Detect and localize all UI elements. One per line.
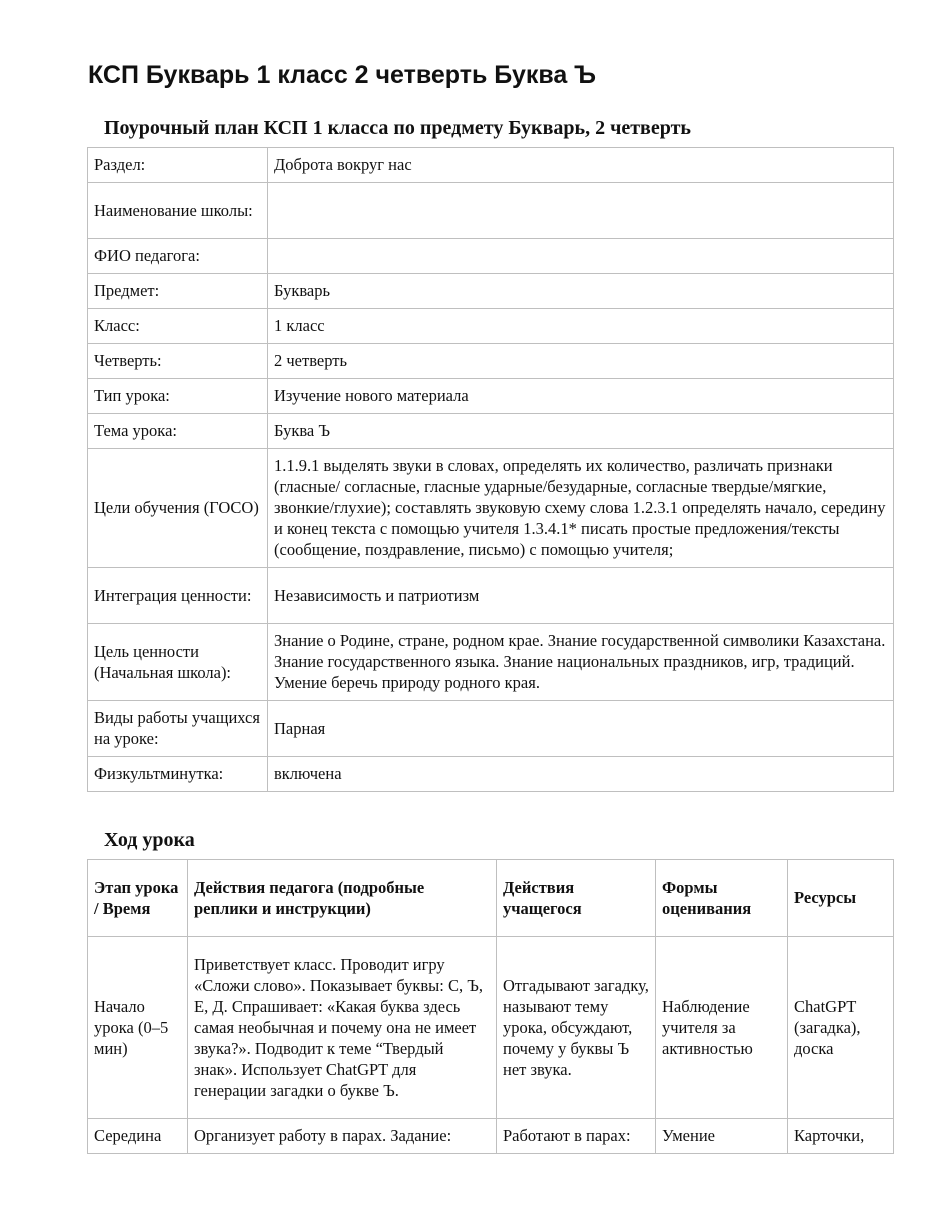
row-label: Виды работы учащихся на уроке: xyxy=(88,701,268,757)
stage-cell: Начало урока (0–5 мин) xyxy=(88,937,188,1119)
row-label: Тема урока: xyxy=(88,414,268,449)
row-value xyxy=(268,239,894,274)
lesson-progress-heading: Ход урока xyxy=(104,829,195,851)
lesson-plan-heading: Поурочный план КСП 1 класса по предмету Букварь, 2 четверть xyxy=(104,117,691,139)
row-value: Парная xyxy=(268,701,894,757)
table-row xyxy=(88,274,894,309)
table-row xyxy=(88,701,894,757)
row-label: Цели обучения (ГОСО) xyxy=(88,449,268,568)
table-header-row xyxy=(88,860,894,937)
document-title: КСП Букварь 1 класс 2 четверть Буква Ъ xyxy=(88,61,596,89)
row-value: Изучение нового материала xyxy=(268,379,894,414)
student-actions-cell: Работают в парах: xyxy=(497,1119,656,1154)
row-value: Буква Ъ xyxy=(268,414,894,449)
table-row xyxy=(88,937,894,1119)
table-row xyxy=(88,449,894,568)
row-value xyxy=(268,183,894,239)
table-row xyxy=(88,757,894,792)
row-label: Физкультминутка: xyxy=(88,757,268,792)
row-value: 2 четверть xyxy=(268,344,894,379)
row-label: Наименование школы: xyxy=(88,183,268,239)
table-row xyxy=(88,624,894,701)
row-label: Четверть: xyxy=(88,344,268,379)
teacher-actions-cell: Приветствует класс. Проводит игру «Сложи слово». Показывает буквы: С, Ъ, Е, Д. Спрашивает: «Какая буква здесь самая необычная и почему она не имеет звука?». Подводит к теме “Твердый знак». Использует ChatGPT для генерации загадки о букве Ъ. xyxy=(188,937,497,1119)
table-row xyxy=(88,379,894,414)
assessment-cell: Наблюдение учителя за активностью xyxy=(656,937,788,1119)
row-value: Знание о Родине, стране, родном крае. Знание государственной символики Казахстана. Знание государственного языка. Знание национальных праздников, игр, традиций. Умение беречь природу родного края. xyxy=(268,624,894,701)
table-row xyxy=(88,568,894,624)
row-label: Класс: xyxy=(88,309,268,344)
column-header-teacher-actions: Действия педагога (подробные реплики и инструкции) xyxy=(188,860,497,937)
column-header-student-actions: Действия учащегося xyxy=(497,860,656,937)
lesson-progress-table xyxy=(87,859,894,1154)
row-label: Раздел: xyxy=(88,148,268,183)
table-row xyxy=(88,239,894,274)
row-value: Букварь xyxy=(268,274,894,309)
row-label: Интеграция ценности: xyxy=(88,568,268,624)
row-label: ФИО педагога: xyxy=(88,239,268,274)
table-row xyxy=(88,309,894,344)
lesson-plan-table xyxy=(87,147,894,792)
row-value: 1 класс xyxy=(268,309,894,344)
table-row xyxy=(88,148,894,183)
row-value: 1.1.9.1 выделять звуки в словах, определять их количество, различать признаки (гласные/ согласные, гласные ударные/безударные, согласные твердые/мягкие, звонкие/глухие); составлять звуковую схему слова 1.2.3.1 определять начало, середину и конец текста с помощью учителя 1.3.4.1* писать простые предложения/тексты (сообщение, поздравление, письмо) с помощью учителя; xyxy=(268,449,894,568)
table-row xyxy=(88,1119,894,1154)
teacher-actions-cell: Организует работу в парах. Задание: xyxy=(188,1119,497,1154)
column-header-stage: Этап урока / Время xyxy=(88,860,188,937)
assessment-cell: Умение xyxy=(656,1119,788,1154)
resources-cell: Карточки, xyxy=(788,1119,894,1154)
column-header-assessment: Формы оценивания xyxy=(656,860,788,937)
resources-cell: ChatGPT (загадка), доска xyxy=(788,937,894,1119)
row-value: включена xyxy=(268,757,894,792)
table-row xyxy=(88,414,894,449)
row-label: Цель ценности (Начальная школа): xyxy=(88,624,268,701)
student-actions-cell: Отгадывают загадку, называют тему урока, обсуждают, почему у буквы Ъ нет звука. xyxy=(497,937,656,1119)
table-row xyxy=(88,183,894,239)
column-header-resources: Ресурсы xyxy=(788,860,894,937)
table-row xyxy=(88,344,894,379)
row-label: Тип урока: xyxy=(88,379,268,414)
row-label: Предмет: xyxy=(88,274,268,309)
row-value: Доброта вокруг нас xyxy=(268,148,894,183)
stage-cell: Середина xyxy=(88,1119,188,1154)
row-value: Независимость и патриотизм xyxy=(268,568,894,624)
